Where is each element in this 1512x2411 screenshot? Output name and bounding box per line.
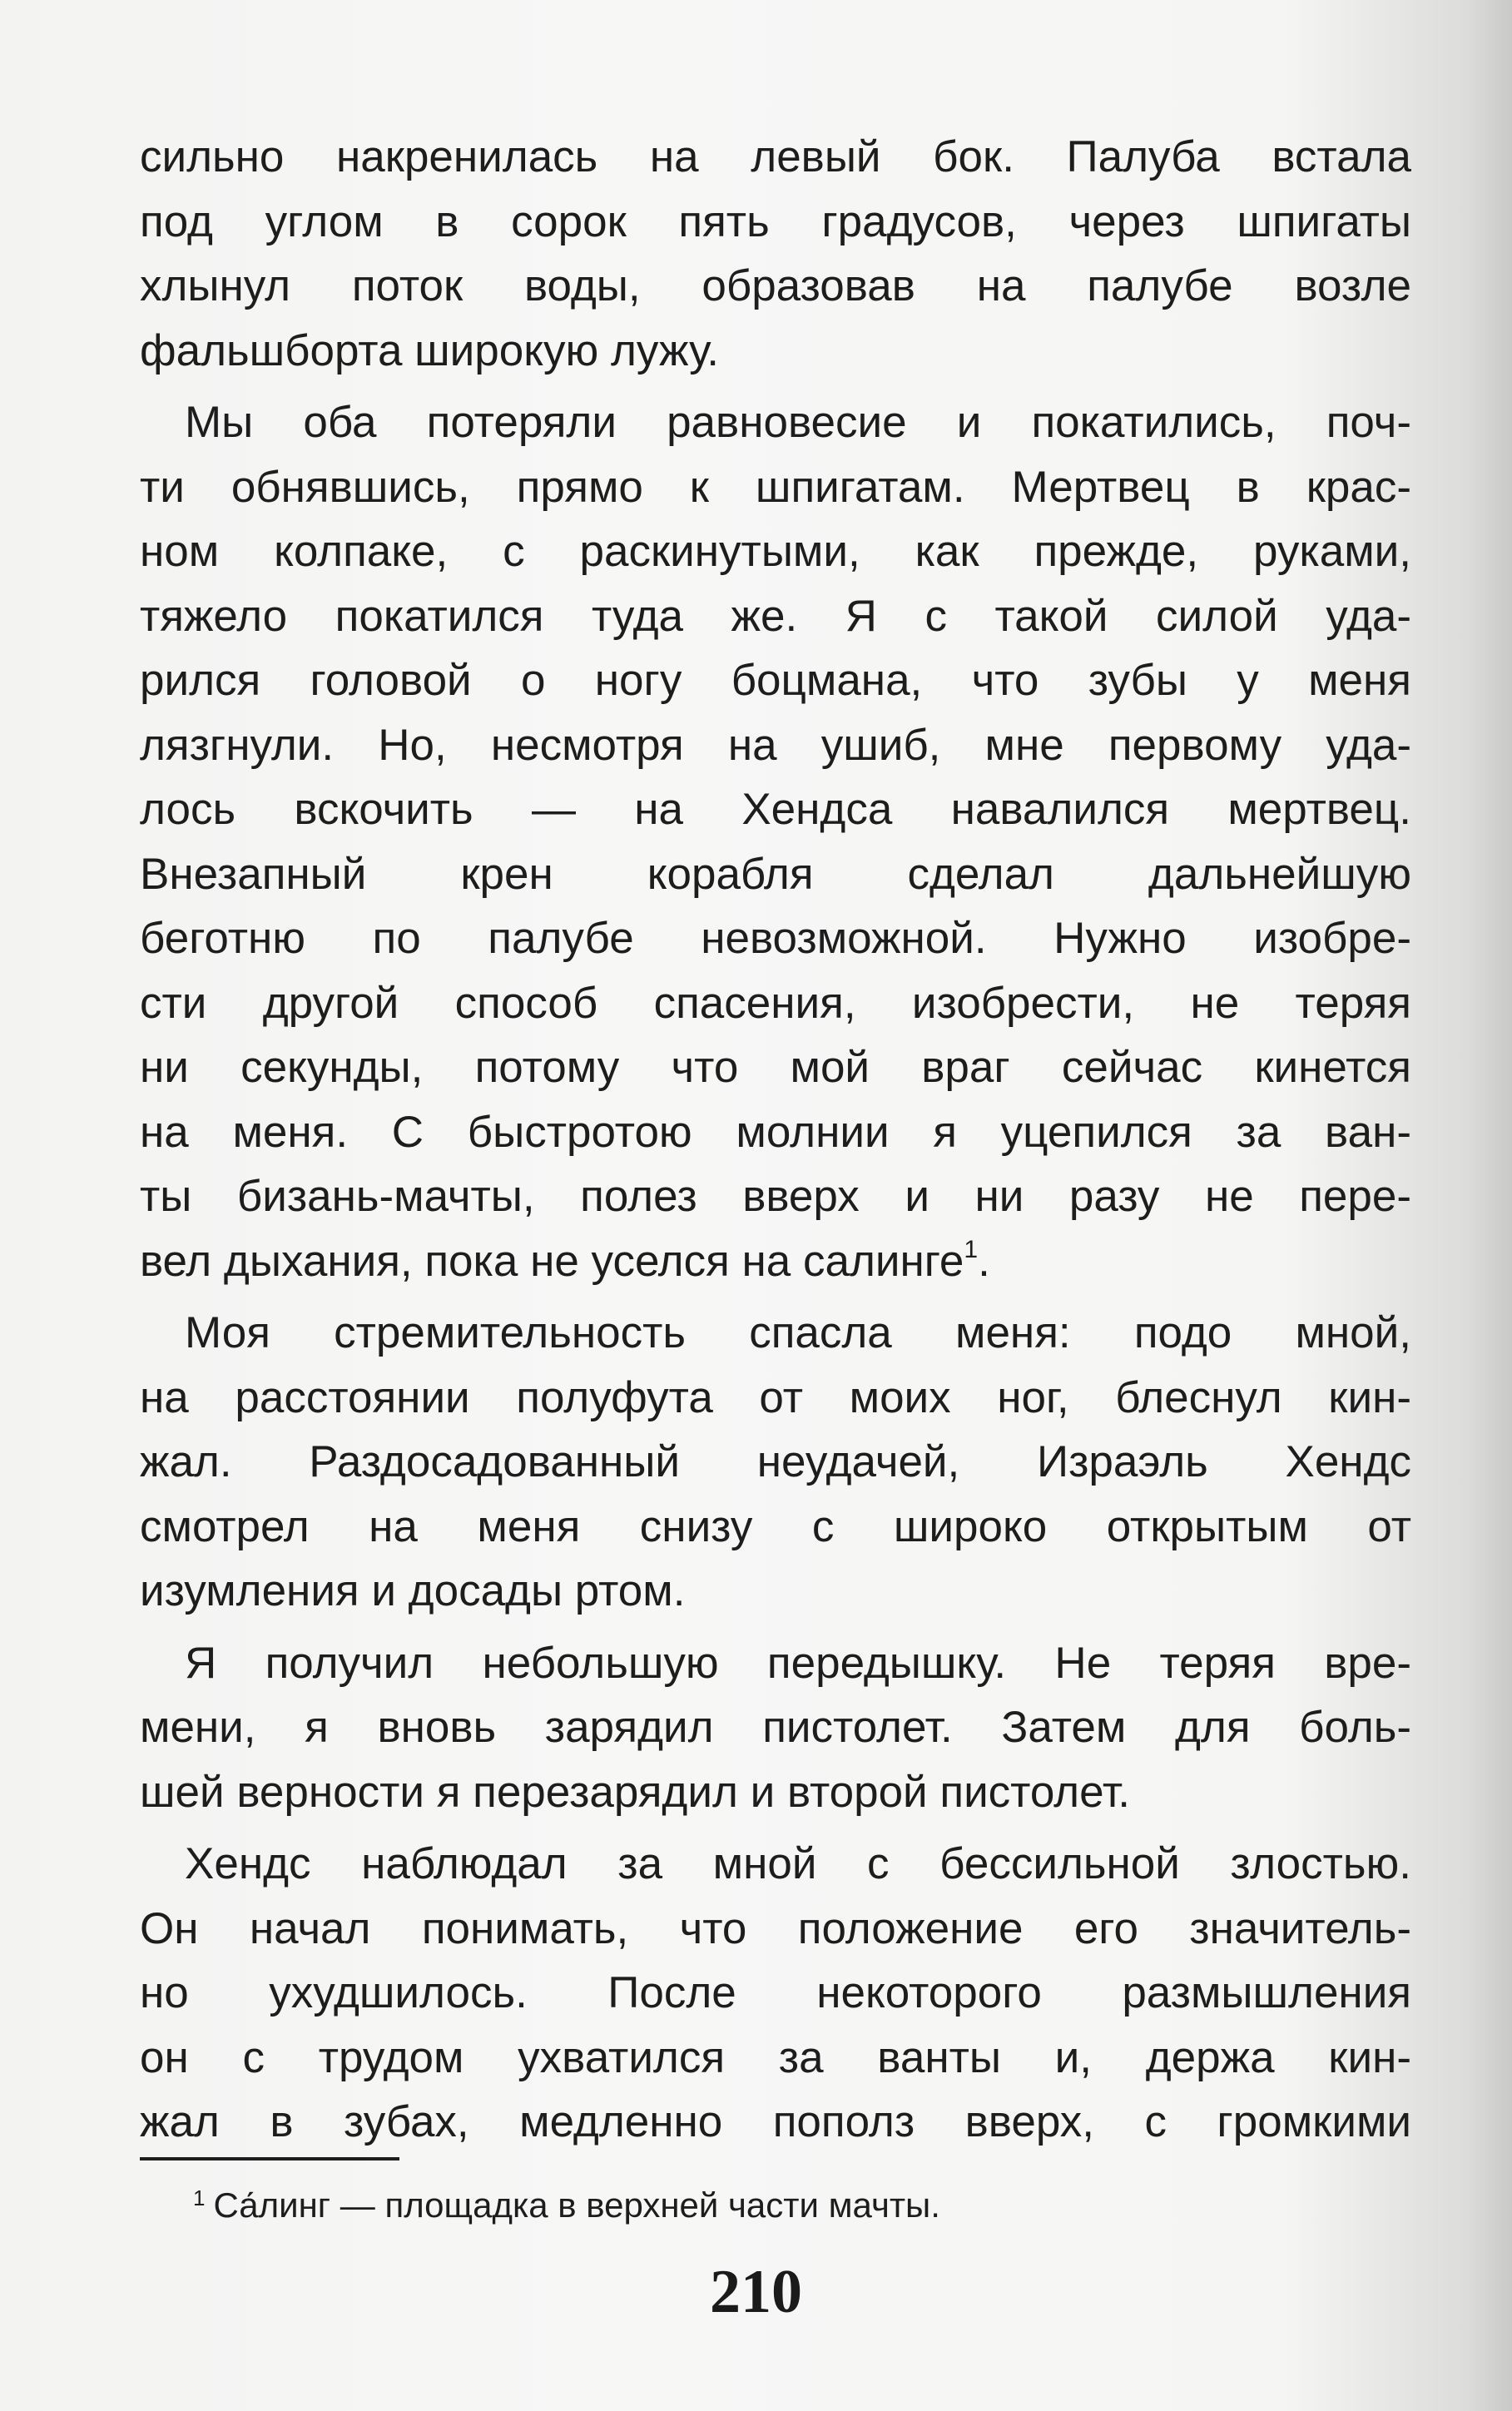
text-line-content: Моя стремительность спасла меня: подо мной, bbox=[185, 1308, 1411, 1357]
footnote-text: Са́линг — площадка в верхней части мачты. bbox=[213, 2185, 940, 2225]
text-line-content: фальшборта широкую лужу. bbox=[140, 325, 719, 375]
text-line bbox=[140, 390, 1411, 455]
text-line bbox=[140, 1695, 1411, 1760]
text-line-content: ты бизань-мачты, полез вверх и ни разу не пере- bbox=[140, 1172, 1411, 1221]
footnote-marker: 1 bbox=[193, 2185, 206, 2210]
text-line bbox=[140, 125, 1411, 190]
text-line-content: сти другой способ спасения, изобрести, не теряя bbox=[140, 978, 1411, 1028]
text-line-content: рился головой о ногу боцмана, что зубы у меня bbox=[140, 656, 1411, 705]
text-line bbox=[140, 713, 1411, 778]
text-line bbox=[140, 1430, 1411, 1495]
text-line-content: сильно накренилась на левый бок. Палуба встала bbox=[140, 132, 1411, 181]
text-line bbox=[140, 254, 1411, 319]
text-line bbox=[140, 584, 1411, 649]
text-line bbox=[140, 455, 1411, 520]
text-line bbox=[140, 319, 1411, 384]
text-line bbox=[140, 1100, 1411, 1165]
text-line-content: ни секунды, потому что мой враг сейчас кинется bbox=[140, 1043, 1411, 1092]
text-line-content: Он начал понимать, что положение его значитель- bbox=[140, 1903, 1411, 1953]
text-line bbox=[140, 1897, 1411, 1962]
text-line-content: на расстоянии полуфута от моих ног, блеснул кин- bbox=[140, 1372, 1411, 1422]
text-line-content: шей верности я перезарядил и второй пистолет. bbox=[140, 1767, 1130, 1817]
text-line-content: вел дыхания, пока не уселся на салинге bbox=[140, 1236, 964, 1286]
text-line-content: но ухудшилось. После некоторого размышления bbox=[140, 1968, 1411, 2017]
footnote bbox=[193, 2185, 940, 2225]
text-line-content: жал. Раздосадованный неудачей, Израэль Хендс bbox=[140, 1437, 1411, 1486]
footnote-reference: 1 bbox=[964, 1235, 979, 1263]
text-line-content: мени, я вновь зарядил пистолет. Затем для боль- bbox=[140, 1703, 1411, 1752]
footnote-divider bbox=[140, 2157, 399, 2160]
text-line bbox=[140, 1495, 1411, 1560]
text-line-content: на меня. С быстротою молнии я уцепился за ван- bbox=[140, 1107, 1411, 1157]
text-line bbox=[140, 519, 1411, 584]
text-line-tail: . bbox=[978, 1236, 990, 1286]
text-line bbox=[140, 1229, 1411, 1294]
page-number: 210 bbox=[710, 2258, 802, 2326]
text-line-content: изумления и досады ртом. bbox=[140, 1566, 686, 1615]
text-line bbox=[140, 2026, 1411, 2091]
text-line-content: хлынул поток воды, образовав на палубе возле bbox=[140, 261, 1411, 310]
text-line bbox=[140, 906, 1411, 971]
text-line-content: беготню по палубе невозможной. Нужно изобре- bbox=[140, 914, 1411, 963]
text-line-content: лязгнули. Но, несмотря на ушиб, мне первому уда- bbox=[140, 720, 1411, 770]
text-line bbox=[140, 1631, 1411, 1696]
text-line bbox=[140, 1366, 1411, 1431]
text-line bbox=[140, 842, 1411, 907]
text-line bbox=[140, 1760, 1411, 1825]
text-line bbox=[140, 1301, 1411, 1366]
text-line bbox=[140, 2090, 1411, 2155]
text-line bbox=[140, 648, 1411, 713]
text-line bbox=[140, 1035, 1411, 1100]
text-line-content: ти обнявшись, прямо к шпигатам. Мертвец в крас- bbox=[140, 462, 1411, 512]
body-text bbox=[140, 125, 1411, 2155]
text-line bbox=[140, 971, 1411, 1036]
text-line-content: Я получил небольшую передышку. Не теряя вре- bbox=[185, 1638, 1411, 1688]
text-line bbox=[140, 1832, 1411, 1897]
text-line-content: лось вскочить — на Хендса навалился мертвец. bbox=[140, 785, 1411, 834]
text-line-content: тяжело покатился туда же. Я с такой силой уда- bbox=[140, 591, 1411, 641]
text-line bbox=[140, 1559, 1411, 1624]
text-line bbox=[140, 1164, 1411, 1229]
text-line-content: Внезапный крен корабля сделал дальнейшую bbox=[140, 849, 1411, 899]
text-line bbox=[140, 190, 1411, 255]
text-line-content: Хендс наблюдал за мной с бессильной злостью. bbox=[185, 1839, 1411, 1888]
text-line-content: смотрел на меня снизу с широко открытым от bbox=[140, 1501, 1411, 1551]
text-line bbox=[140, 777, 1411, 842]
text-line-content: ном колпаке, с раскинутыми, как прежде, руками, bbox=[140, 527, 1411, 576]
text-line-content: он с трудом ухватился за ванты и, держа кин- bbox=[140, 2032, 1411, 2082]
text-line-content: под углом в сорок пять градусов, через шпигаты bbox=[140, 196, 1411, 246]
text-line-content: жал в зубах, медленно пополз вверх, с громкими bbox=[140, 2097, 1411, 2146]
text-line bbox=[140, 1961, 1411, 2026]
text-line-content: Мы оба потеряли равновесие и покатились, поч- bbox=[185, 398, 1411, 447]
